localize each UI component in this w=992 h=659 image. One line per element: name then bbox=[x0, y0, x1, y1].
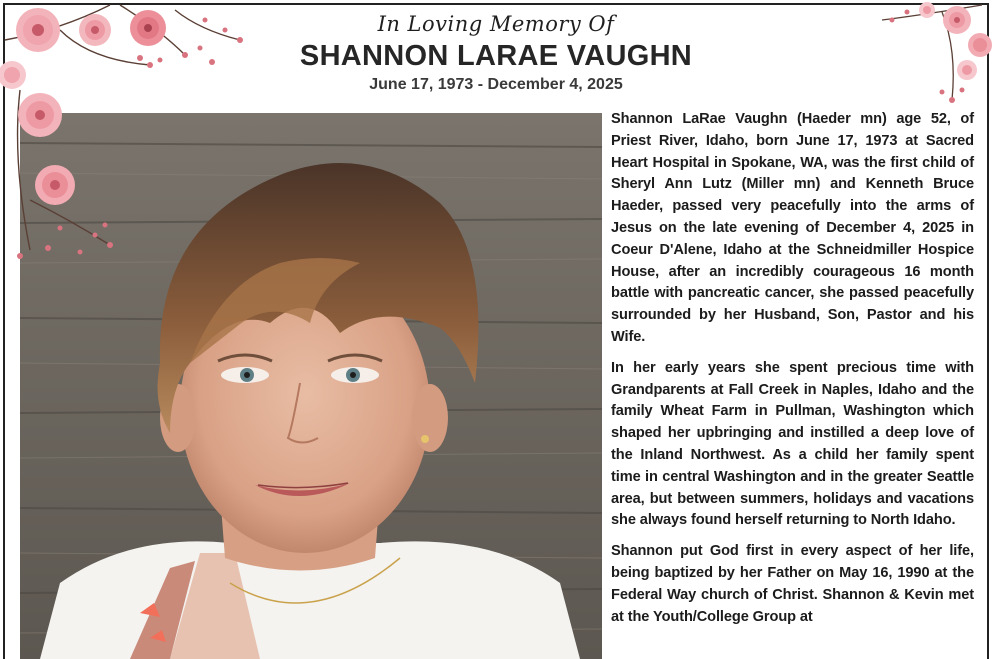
memorial-tagline: In Loving Memory Of bbox=[377, 12, 615, 36]
memorial-header bbox=[0, 10, 992, 96]
obituary-paragraph: In her early years she spent precious time with Grandparents at Fall Creek in Naples, Idaho and the family Wheat Farm in Pullman, Washington which shaped her upbringing and instilled a deep love of the Inland Northwest. As a child her family spent time in central Washington and in the greater Seattle area, but between summers, holidays and vacations she always found herself returning to North Idaho. bbox=[611, 359, 974, 529]
life-dates: June 17, 1973 - December 4, 2025 bbox=[369, 76, 623, 93]
obituary-paragraph: Shannon LaRae Vaughn (Haeder mn) age 52, of Priest River, Idaho, born June 17, 1973 at Sacred Heart Hospital in Spokane, WA, was the first child of Sheryl Ann Lutz (Miller mn) and Kenneth Bruce Haeder, passed very peacefully into the arms of Jesus on the late evening of December 4, 2025 in Coeur D'Alene, Idaho at the Schneidmiller Hospice House, after an incredibly courageous 16 month battle with pancreatic cancer, she passed peacefully surrounded by her Husband, Son, Pastor and his Wife. bbox=[611, 111, 974, 345]
obituary-paragraph: Shannon put God first in every aspect of her life, being baptized by her Father on May 16, 1990 at the Federal Way church of Christ. Shannon & Kevin met at the Youth/College Group at bbox=[611, 543, 974, 625]
deceased-name: SHANNON LARAE VAUGHN bbox=[299, 40, 693, 72]
obituary-text bbox=[611, 109, 974, 637]
